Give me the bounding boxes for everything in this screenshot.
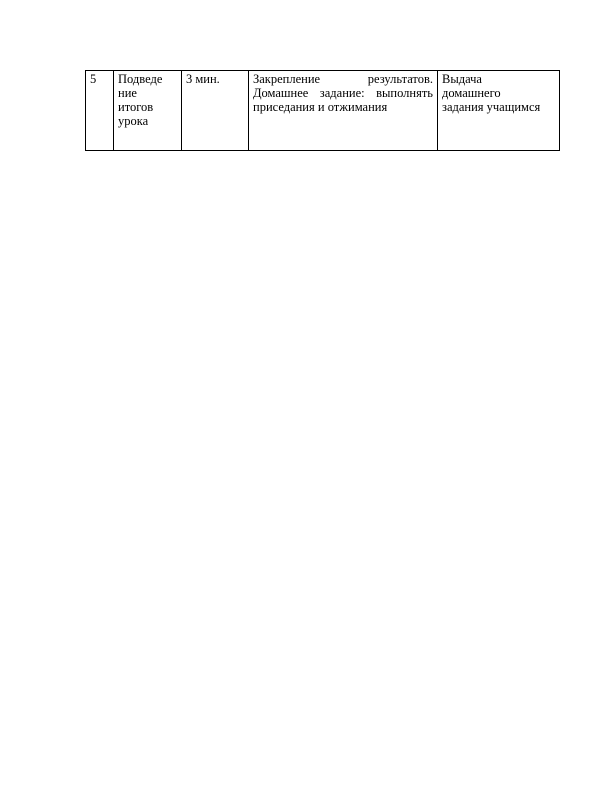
- stage-name: Подведе ние итогов урока: [118, 72, 163, 128]
- stage-name-cell: [114, 71, 182, 151]
- stage-time: 3 мин.: [186, 72, 220, 86]
- stage-number: 5: [90, 72, 97, 86]
- stage-content-cell: [249, 71, 438, 151]
- stage-time-cell: [182, 71, 249, 151]
- teacher-activity-cell: [438, 71, 560, 151]
- stage-content: Закрепление результатов. Домашнее задание: выполнять приседания и отжимания: [253, 72, 433, 114]
- table-row: [86, 71, 560, 151]
- teacher-activity: Выдача домашнего задания учащимся: [442, 72, 541, 114]
- lesson-plan-table: [85, 70, 560, 151]
- stage-number-cell: [86, 71, 114, 151]
